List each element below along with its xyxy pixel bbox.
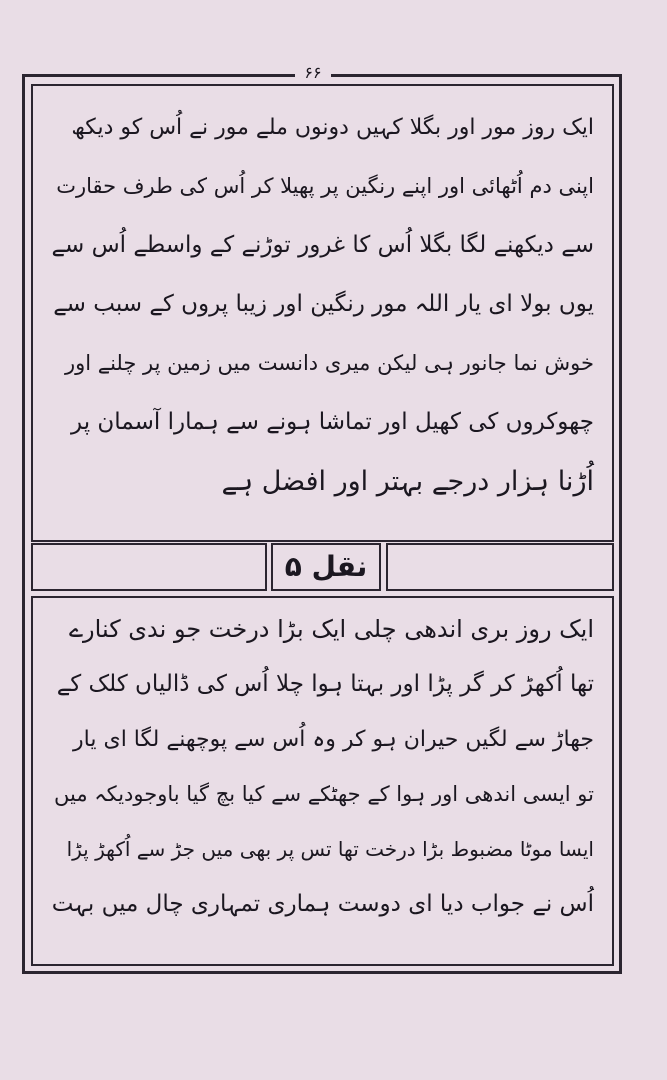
- divider-panel-left: [31, 543, 267, 591]
- story-line: سے دیکھنے لگا بگلا اُس کا غرور توڑنے کے واسطے اُس سے: [51, 232, 594, 258]
- story-line: تو ایسی اندھی اور ہوا کے جھٹکے سے کیا بچ گیا باوجودیکہ میں: [54, 782, 594, 806]
- story-line: یوں بولا ای یار اللہ مور رنگین اور زیبا پروں کے سبب سے: [53, 291, 594, 317]
- story-line: چھوکروں کی کھیل اور تماشا ہونے سے ہمارا آسمان پر: [71, 409, 594, 435]
- heading-box: [271, 543, 381, 591]
- story-line: اپنی دم اُٹھائی اور اپنے رنگین پر پھیلا کر اُس کی طرف حقارت: [56, 174, 594, 198]
- story-line: جھاڑ سے لگیں حیران ہو کر وہ اُس سے پوچھنے لگا ای یار: [73, 727, 594, 752]
- story-line: ایک روز مور اور بگلا کہیں دونوں ملے مور نے اُس کو دیکھ: [71, 115, 594, 140]
- story-line: تھا اُکھڑ کر گر پڑا اور بہتا ہوا چلا اُس کی ڈالیاں کلک کے: [56, 671, 594, 697]
- story-line: خوش نما جانور ہی لیکن میری دانست میں زمین پر چلنے اور: [64, 351, 594, 375]
- story-line: ایک روز بری اندھی چلی ایک بڑا درخت جو ندی کنارے: [68, 615, 594, 643]
- story-box-peacock-heron: [31, 84, 614, 542]
- divider-panel-right: [386, 543, 614, 591]
- story-line: اُس نے جواب دیا ای دوست ہماری تمہاری چال میں بہت: [51, 891, 594, 917]
- story-box-tree-reed: [31, 596, 614, 966]
- section-heading: نقل ۵: [284, 550, 368, 583]
- story-line: اُڑنا ہزار درجے بہتر اور افضل ہے: [221, 466, 594, 497]
- page-number: ۶۶: [295, 62, 331, 84]
- story-line: ایسا موٹا مضبوط بڑا درخت تھا تس پر بھی میں جڑ سے اُکھڑ پڑا: [66, 837, 594, 861]
- heading-divider: [31, 543, 614, 591]
